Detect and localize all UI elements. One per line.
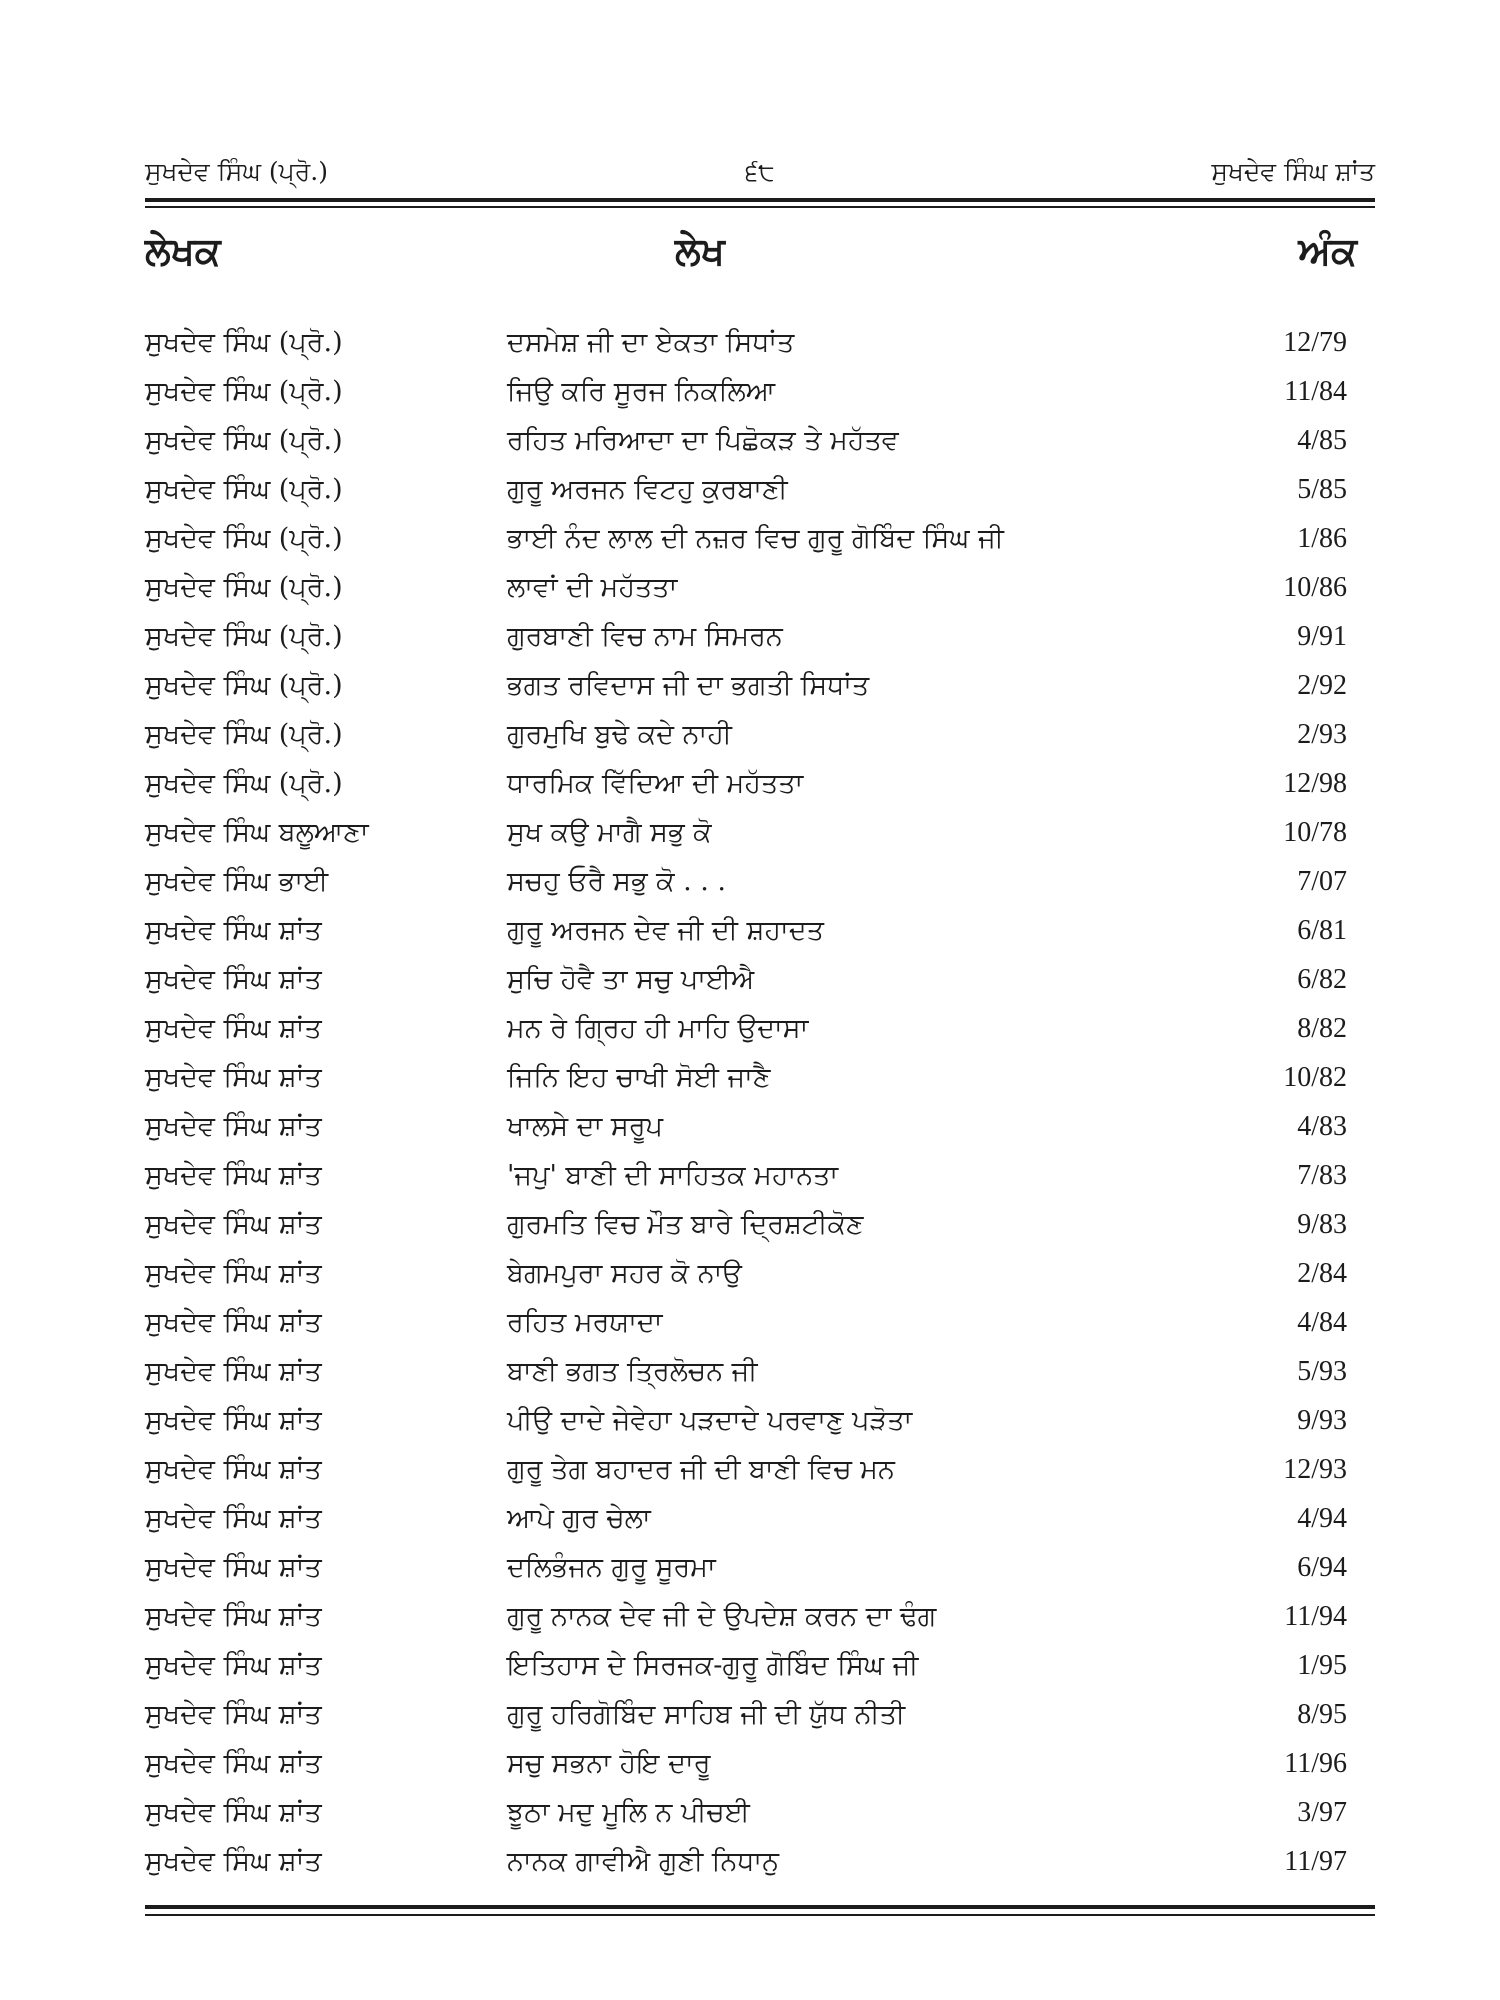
row-author: ਸੁਖਦੇਵ ਸਿੰਘ ਸ਼ਾਂਤ bbox=[145, 915, 322, 946]
column-header-issue: ਅੰਕ bbox=[1298, 228, 1357, 273]
table-row bbox=[145, 416, 1375, 465]
row-issue: 12/98 bbox=[1283, 768, 1347, 799]
table-row bbox=[145, 710, 1375, 759]
table-row bbox=[145, 1200, 1375, 1249]
header-left-author: ਸੁਖਦੇਵ ਸਿੰਘ (ਪ੍ਰੋ.) bbox=[145, 157, 328, 186]
row-author: ਸੁਖਦੇਵ ਸਿੰਘ ਸ਼ਾਂਤ bbox=[145, 1650, 322, 1681]
row-title: ਗੁਰੂ ਨਾਨਕ ਦੇਵ ਜੀ ਦੇ ਉਪਦੇਸ਼ ਕਰਨ ਦਾ ਢੰਗ bbox=[507, 1601, 937, 1632]
row-author: ਸੁਖਦੇਵ ਸਿੰਘ ਸ਼ਾਂਤ bbox=[145, 1356, 322, 1387]
row-title: ਗੁਰਬਾਣੀ ਵਿਚ ਨਾਮ ਸਿਮਰਨ bbox=[507, 621, 783, 652]
row-issue: 6/82 bbox=[1297, 964, 1347, 995]
row-title: ਬਾਣੀ ਭਗਤ ਤ੍ਰਿਲੋਚਨ ਜੀ bbox=[507, 1356, 758, 1387]
row-author: ਸੁਖਦੇਵ ਸਿੰਘ ਸ਼ਾਂਤ bbox=[145, 1111, 322, 1142]
row-title: ਖਾਲਸੇ ਦਾ ਸਰੂਪ bbox=[507, 1111, 663, 1142]
row-title: ਭਗਤ ਰਵਿਦਾਸ ਜੀ ਦਾ ਭਗਤੀ ਸਿਧਾਂਤ bbox=[507, 670, 870, 701]
row-title: ਇਤਿਹਾਸ ਦੇ ਸਿਰਜਕ-ਗੁਰੂ ਗੋਬਿੰਦ ਸਿੰਘ ਜੀ bbox=[507, 1650, 919, 1681]
table-row bbox=[145, 1053, 1375, 1102]
row-issue: 2/93 bbox=[1297, 719, 1347, 750]
row-issue: 4/84 bbox=[1297, 1307, 1347, 1338]
row-title: ਸਚਹੁ ਓਰੈ ਸਭੁ ਕੋ . . . bbox=[507, 866, 727, 897]
row-author: ਸੁਖਦੇਵ ਸਿੰਘ (ਪ੍ਰੋ.) bbox=[145, 572, 343, 603]
row-title: ਗੁਰੂ ਅਰਜਨ ਦੇਵ ਜੀ ਦੀ ਸ਼ਹਾਦਤ bbox=[507, 915, 824, 946]
table-row bbox=[145, 318, 1375, 367]
row-issue: 2/92 bbox=[1297, 670, 1347, 701]
row-issue: 8/82 bbox=[1297, 1013, 1347, 1044]
row-issue: 6/94 bbox=[1297, 1552, 1347, 1583]
row-title: ਪੀਉ ਦਾਦੇ ਜੇਵੇਹਾ ਪੜਦਾਦੇ ਪਰਵਾਣੁ ਪੜੋਤਾ bbox=[507, 1405, 913, 1436]
row-author: ਸੁਖਦੇਵ ਸਿੰਘ (ਪ੍ਰੋ.) bbox=[145, 621, 343, 652]
row-title: ਸੁਖ ਕਉ ਮਾਗੈ ਸਭੁ ਕੋ bbox=[507, 817, 712, 848]
row-title: ਗੁਰੂ ਤੇਗ ਬਹਾਦਰ ਜੀ ਦੀ ਬਾਣੀ ਵਿਚ ਮਨ bbox=[507, 1454, 895, 1485]
row-author: ਸੁਖਦੇਵ ਸਿੰਘ (ਪ੍ਰੋ.) bbox=[145, 768, 343, 799]
row-issue: 11/97 bbox=[1284, 1846, 1347, 1877]
running-header bbox=[145, 152, 1375, 192]
row-title: ਮਨ ਰੇ ਗ੍ਰਿਹ ਹੀ ਮਾਹਿ ਉਦਾਸਾ bbox=[507, 1013, 809, 1044]
row-issue: 12/79 bbox=[1283, 327, 1347, 358]
row-issue: 1/95 bbox=[1297, 1650, 1347, 1681]
row-issue: 1/86 bbox=[1297, 523, 1347, 554]
table-row bbox=[145, 367, 1375, 416]
table-row bbox=[145, 1837, 1375, 1886]
row-title: ਲਾਵਾਂ ਦੀ ਮਹੱਤਤਾ bbox=[507, 572, 678, 603]
row-issue: 9/83 bbox=[1297, 1209, 1347, 1240]
table-row bbox=[145, 1151, 1375, 1200]
row-author: ਸੁਖਦੇਵ ਸਿੰਘ ਸ਼ਾਂਤ bbox=[145, 1258, 322, 1289]
row-title: ਗੁਰਮੁਖਿ ਬੁਢੇ ਕਦੇ ਨਾਹੀ bbox=[507, 719, 732, 750]
row-author: ਸੁਖਦੇਵ ਸਿੰਘ ਸ਼ਾਂਤ bbox=[145, 1160, 322, 1191]
row-title: ਰਹਿਤ ਮਰਿਆਦਾ ਦਾ ਪਿਛੋਕੜ ਤੇ ਮਹੱਤਵ bbox=[507, 425, 899, 456]
table-row bbox=[145, 1690, 1375, 1739]
row-author: ਸੁਖਦੇਵ ਸਿੰਘ ਸ਼ਾਂਤ bbox=[145, 1748, 322, 1779]
header-rule-thick bbox=[145, 198, 1375, 202]
row-author: ਸੁਖਦੇਵ ਸਿੰਘ (ਪ੍ਰੋ.) bbox=[145, 670, 343, 701]
table-row bbox=[145, 955, 1375, 1004]
table-row bbox=[145, 759, 1375, 808]
row-author: ਸੁਖਦੇਵ ਸਿੰਘ ਸ਼ਾਂਤ bbox=[145, 1503, 322, 1534]
row-author: ਸੁਖਦੇਵ ਸਿੰਘ (ਪ੍ਰੋ.) bbox=[145, 523, 343, 554]
row-author: ਸੁਖਦੇਵ ਸਿੰਘ ਸ਼ਾਂਤ bbox=[145, 1209, 322, 1240]
row-author: ਸੁਖਦੇਵ ਸਿੰਘ (ਪ੍ਰੋ.) bbox=[145, 327, 343, 358]
row-title: ਸੁਚਿ ਹੋਵੈ ਤਾ ਸਚੁ ਪਾਈਐ bbox=[507, 964, 755, 995]
table-row bbox=[145, 1004, 1375, 1053]
table-row bbox=[145, 465, 1375, 514]
table-row bbox=[145, 857, 1375, 906]
row-author: ਸੁਖਦੇਵ ਸਿੰਘ ਸ਼ਾਂਤ bbox=[145, 1552, 322, 1583]
row-title: ਦਸਮੇਸ਼ ਜੀ ਦਾ ਏਕਤਾ ਸਿਧਾਂਤ bbox=[507, 327, 795, 358]
row-issue: 4/94 bbox=[1297, 1503, 1347, 1534]
row-title: ਸਚੁ ਸਭਨਾ ਹੋਇ ਦਾਰੂ bbox=[507, 1748, 711, 1779]
page-number: ੬੮ bbox=[745, 157, 775, 186]
row-title: ਦਲਿਭੰਜਨ ਗੁਰੂ ਸੂਰਮਾ bbox=[507, 1552, 716, 1583]
table-row bbox=[145, 906, 1375, 955]
row-author: ਸੁਖਦੇਵ ਸਿੰਘ ਸ਼ਾਂਤ bbox=[145, 1601, 322, 1632]
row-title: ਗੁਰੂ ਅਰਜਨ ਵਿਟਹੁ ਕੁਰਬਾਣੀ bbox=[507, 474, 788, 505]
row-issue: 8/95 bbox=[1297, 1699, 1347, 1730]
row-title: ਭਾਈ ਨੰਦ ਲਾਲ ਦੀ ਨਜ਼ਰ ਵਿਚ ਗੁਰੂ ਗੋਬਿੰਦ ਸਿੰਘ ਜੀ bbox=[507, 523, 1004, 554]
row-author: ਸੁਖਦੇਵ ਸਿੰਘ (ਪ੍ਰੋ.) bbox=[145, 474, 343, 505]
row-title: ਰਹਿਤ ਮਰਯਾਦਾ bbox=[507, 1307, 663, 1338]
table-row bbox=[145, 808, 1375, 857]
row-title: ਜਿਨਿ ਇਹ ਚਾਖੀ ਸੋਈ ਜਾਣੈ bbox=[507, 1062, 771, 1093]
table-row bbox=[145, 612, 1375, 661]
header-rule-thin bbox=[145, 206, 1375, 208]
column-headers bbox=[145, 228, 1375, 288]
row-title: ਆਪੇ ਗੁਰ ਚੇਲਾ bbox=[507, 1503, 651, 1534]
row-issue: 11/96 bbox=[1284, 1748, 1347, 1779]
row-issue: 10/86 bbox=[1283, 572, 1347, 603]
row-title: ਨਾਨਕ ਗਾਵੀਐ ਗੁਣੀ ਨਿਧਾਨੁ bbox=[507, 1846, 779, 1877]
row-author: ਸੁਖਦੇਵ ਸਿੰਘ ਸ਼ਾਂਤ bbox=[145, 1699, 322, 1730]
row-issue: 9/93 bbox=[1297, 1405, 1347, 1436]
row-issue: 7/07 bbox=[1297, 866, 1347, 897]
row-issue: 5/93 bbox=[1297, 1356, 1347, 1387]
row-issue: 7/83 bbox=[1297, 1160, 1347, 1191]
table-row bbox=[145, 1396, 1375, 1445]
row-title: ਬੇਗਮਪੁਰਾ ਸਹਰ ਕੋ ਨਾਉ bbox=[507, 1258, 742, 1289]
row-author: ਸੁਖਦੇਵ ਸਿੰਘ ਸ਼ਾਂਤ bbox=[145, 964, 322, 995]
table-row bbox=[145, 1102, 1375, 1151]
table-row bbox=[145, 1592, 1375, 1641]
row-issue: 4/85 bbox=[1297, 425, 1347, 456]
index-table bbox=[145, 318, 1375, 1886]
row-issue: 11/94 bbox=[1284, 1601, 1347, 1632]
header-right-author: ਸੁਖਦੇਵ ਸਿੰਘ ਸ਼ਾਂਤ bbox=[1211, 157, 1375, 186]
row-author: ਸੁਖਦੇਵ ਸਿੰਘ (ਪ੍ਰੋ.) bbox=[145, 719, 343, 750]
table-row bbox=[145, 661, 1375, 710]
table-row bbox=[145, 1739, 1375, 1788]
row-author: ਸੁਖਦੇਵ ਸਿੰਘ ਸ਼ਾਂਤ bbox=[145, 1013, 322, 1044]
table-row bbox=[145, 1347, 1375, 1396]
table-row bbox=[145, 1249, 1375, 1298]
footer-rule-thin bbox=[145, 1914, 1375, 1916]
row-author: ਸੁਖਦੇਵ ਸਿੰਘ ਸ਼ਾਂਤ bbox=[145, 1405, 322, 1436]
table-row bbox=[145, 1445, 1375, 1494]
row-issue: 11/84 bbox=[1284, 376, 1347, 407]
row-issue: 12/93 bbox=[1283, 1454, 1347, 1485]
table-row bbox=[145, 1494, 1375, 1543]
row-author: ਸੁਖਦੇਵ ਸਿੰਘ ਭਾਈ bbox=[145, 866, 329, 897]
row-issue: 4/83 bbox=[1297, 1111, 1347, 1142]
row-title: ਝੂਠਾ ਮਦੁ ਮੂਲਿ ਨ ਪੀਚਈ bbox=[507, 1797, 750, 1828]
table-row bbox=[145, 1298, 1375, 1347]
row-author: ਸੁਖਦੇਵ ਸਿੰਘ ਸ਼ਾਂਤ bbox=[145, 1846, 322, 1877]
row-issue: 9/91 bbox=[1297, 621, 1347, 652]
row-issue: 5/85 bbox=[1297, 474, 1347, 505]
row-title: ਗੁਰਮਤਿ ਵਿਚ ਮੌਤ ਬਾਰੇ ਦ੍ਰਿਸ਼ਟੀਕੋਣ bbox=[507, 1209, 864, 1240]
row-issue: 6/81 bbox=[1297, 915, 1347, 946]
row-author: ਸੁਖਦੇਵ ਸਿੰਘ ਸ਼ਾਂਤ bbox=[145, 1454, 322, 1485]
column-header-author: ਲੇਖਕ bbox=[145, 228, 221, 273]
row-title: ਗੁਰੂ ਹਰਿਗੋਬਿੰਦ ਸਾਹਿਬ ਜੀ ਦੀ ਯੁੱਧ ਨੀਤੀ bbox=[507, 1699, 906, 1730]
table-row bbox=[145, 1788, 1375, 1837]
footer-rule-thick bbox=[145, 1905, 1375, 1909]
row-title: ਧਾਰਮਿਕ ਵਿੱਦਿਆ ਦੀ ਮਹੱਤਤਾ bbox=[507, 768, 804, 799]
row-author: ਸੁਖਦੇਵ ਸਿੰਘ (ਪ੍ਰੋ.) bbox=[145, 425, 343, 456]
table-row bbox=[145, 1543, 1375, 1592]
row-issue: 3/97 bbox=[1297, 1797, 1347, 1828]
row-issue: 2/84 bbox=[1297, 1258, 1347, 1289]
row-author: ਸੁਖਦੇਵ ਸਿੰਘ ਸ਼ਾਂਤ bbox=[145, 1307, 322, 1338]
row-author: ਸੁਖਦੇਵ ਸਿੰਘ ਸ਼ਾਂਤ bbox=[145, 1062, 322, 1093]
table-row bbox=[145, 514, 1375, 563]
table-row bbox=[145, 1641, 1375, 1690]
table-row bbox=[145, 563, 1375, 612]
row-title: 'ਜਪੁ' ਬਾਣੀ ਦੀ ਸਾਹਿਤਕ ਮਹਾਨਤਾ bbox=[507, 1160, 839, 1191]
column-header-article: ਲੇਖ bbox=[675, 228, 725, 273]
row-author: ਸੁਖਦੇਵ ਸਿੰਘ ਸ਼ਾਂਤ bbox=[145, 1797, 322, 1828]
row-author: ਸੁਖਦੇਵ ਸਿੰਘ (ਪ੍ਰੋ.) bbox=[145, 376, 343, 407]
row-author: ਸੁਖਦੇਵ ਸਿੰਘ ਬਲੂਆਣਾ bbox=[145, 817, 369, 848]
row-issue: 10/78 bbox=[1283, 817, 1347, 848]
row-title: ਜਿਉ ਕਰਿ ਸੂਰਜ ਨਿਕਲਿਆ bbox=[507, 376, 776, 407]
row-issue: 10/82 bbox=[1283, 1062, 1347, 1093]
